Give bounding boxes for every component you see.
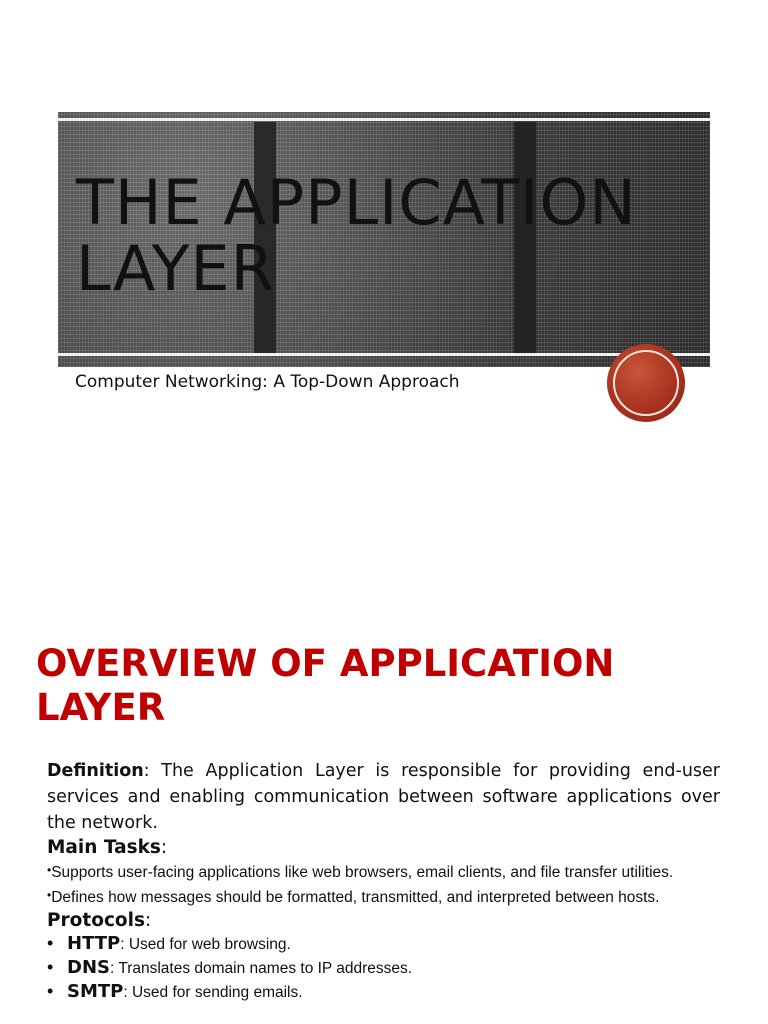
overview-content: [47, 758, 720, 1004]
protocols-label: Protocols: [47, 910, 145, 931]
banner-bottom-line: [58, 353, 710, 356]
protocol-item: [47, 980, 720, 1004]
bullet-icon: •: [47, 863, 52, 877]
seal-circle-icon: [607, 344, 685, 422]
protocols-heading: [47, 909, 720, 932]
slide-title-line1: THE APPLICATION: [76, 166, 637, 239]
definition-text: : The Application Layer is responsible for providing end-user services and enabling communication between software applications over the network.: [47, 761, 720, 833]
protocol-desc: : Used for web browsing.: [120, 936, 291, 953]
task-text: Defines how messages should be formatted, transmitted, and interpreted between hosts.: [51, 889, 660, 906]
bullet-icon: •: [47, 981, 54, 1001]
protocol-name: SMTP: [67, 981, 124, 1002]
bullet-icon: •: [47, 957, 54, 977]
main-tasks-label: Main Tasks: [47, 837, 161, 858]
task-item: [47, 859, 720, 884]
task-item: [47, 884, 720, 909]
banner-top-line: [58, 118, 710, 121]
protocols-colon: :: [144, 910, 152, 931]
protocol-desc: : Used for sending emails.: [123, 984, 303, 1001]
slide-title: [76, 166, 716, 305]
protocol-name: HTTP: [67, 933, 121, 954]
seal-ring: [613, 350, 679, 416]
main-tasks-colon: :: [160, 837, 168, 858]
protocol-name: DNS: [67, 957, 110, 978]
definition-paragraph: [47, 758, 720, 836]
bullet-icon: •: [47, 888, 52, 902]
protocol-list: [47, 932, 720, 1004]
slide-title-line2: LAYER: [76, 232, 275, 305]
protocol-item: [47, 932, 720, 956]
bullet-icon: •: [47, 933, 54, 953]
protocol-item: [47, 956, 720, 980]
definition-label: Definition: [47, 761, 144, 781]
overview-title-line1: OVERVIEW OF APPLICATION: [36, 642, 615, 685]
protocol-desc: : Translates domain names to IP addresses.: [109, 960, 413, 977]
slide-subtitle: Computer Networking: A Top-Down Approach: [75, 372, 460, 392]
overview-title: [36, 642, 736, 730]
task-text: Supports user-facing applications like web browsers, email clients, and file transfer utilities.: [51, 864, 674, 881]
overview-title-line2: LAYER: [36, 686, 166, 729]
main-tasks-heading: [47, 836, 720, 859]
